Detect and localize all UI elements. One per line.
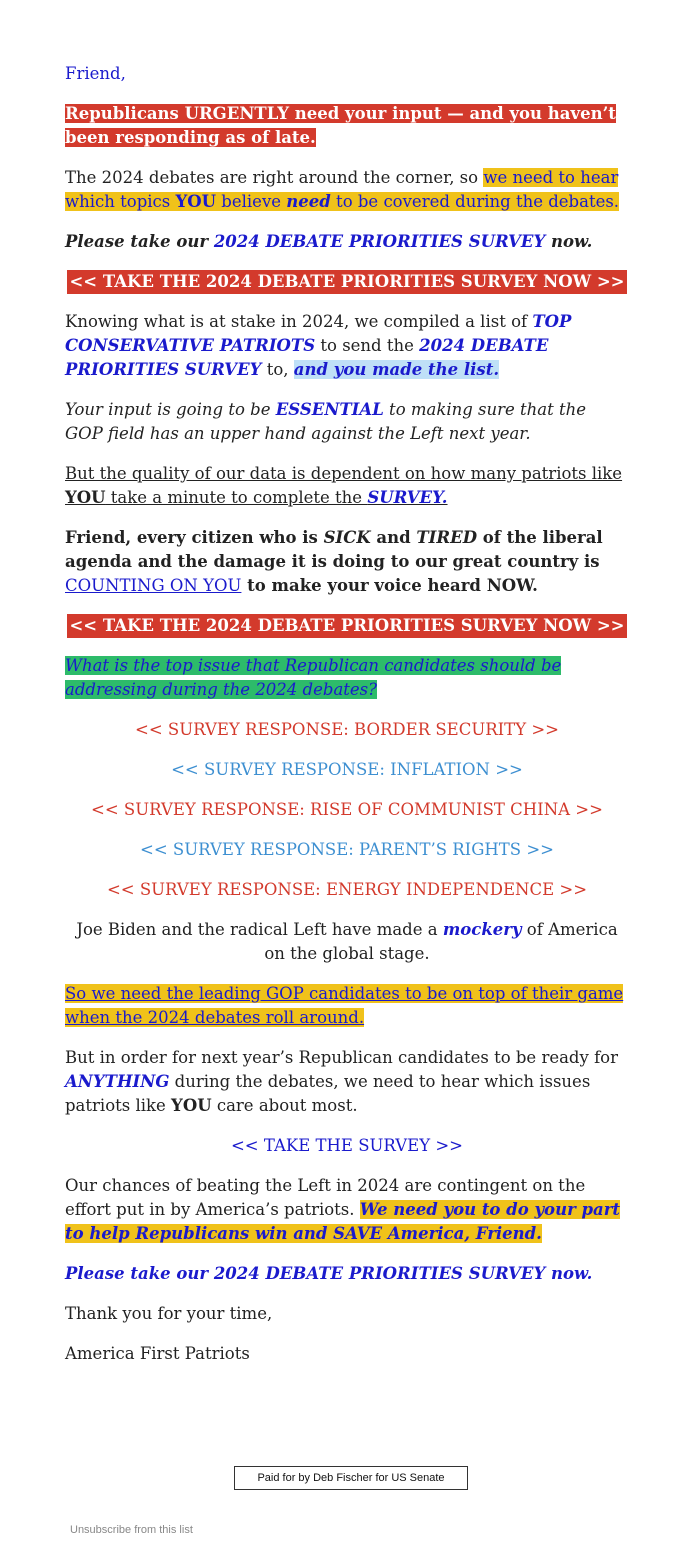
response-row-3	[65, 798, 629, 822]
paragraph-quality	[65, 462, 629, 510]
text: TIRED	[416, 528, 478, 547]
paragraph-essential	[65, 398, 629, 446]
text: to,	[261, 360, 294, 379]
survey-response-parents-rights[interactable]: << SURVEY RESPONSE: PARENT’S RIGHTS >>	[140, 840, 554, 859]
paragraph-list	[65, 310, 629, 382]
text: YOU	[65, 488, 106, 507]
survey-cta-button-1[interactable]: << TAKE THE 2024 DEBATE PRIORITIES SURVEY NOW >>	[67, 270, 626, 294]
text: But in order for next year’s Republican candidates to be ready for	[65, 1048, 618, 1067]
text: But the quality of our data is dependent on how many patriots like	[65, 464, 623, 483]
text: ANYTHING	[65, 1072, 170, 1091]
text: to making sure that the GOP field has an upper hand against the Left next year.	[65, 400, 587, 443]
text: Our chances of beating the Left in 2024 are contingent on the effort put in by America’s patriots.	[65, 1176, 586, 1219]
paragraph-take-survey	[65, 230, 629, 254]
cta-row-1	[65, 270, 629, 294]
gop-candidates-link[interactable]: So we need the leading GOP candidates to be on top of their game when the 2024 debates roll around.	[65, 984, 624, 1027]
survey-link[interactable]: SURVEY.	[367, 488, 448, 507]
text: and you made the list.	[293, 360, 500, 379]
text: now.	[545, 232, 593, 251]
text: of America on the global stage.	[264, 920, 618, 963]
greeting: Friend,	[65, 64, 126, 83]
text: Please take our	[65, 232, 214, 251]
paragraph-take-survey-final: Please take our 2024 DEBATE PRIORITIES SURVEY now.	[65, 1264, 593, 1283]
take-survey-link[interactable]: << TAKE THE SURVEY >>	[230, 1136, 463, 1155]
survey-response-inflation[interactable]: << SURVEY RESPONSE: INFLATION >>	[171, 760, 523, 779]
text: need	[286, 192, 331, 211]
response-row-2	[65, 758, 629, 782]
survey-question-text: What is the top issue that Republican candidates should be addressing during the 2024 debates?	[65, 656, 562, 699]
closing: Thank you for your time,	[65, 1304, 273, 1323]
survey-response-border-security[interactable]: << SURVEY RESPONSE: BORDER SECURITY >>	[135, 720, 559, 739]
survey-name: 2024 DEBATE PRIORITIES SURVEY	[213, 232, 546, 251]
text: We need you to do your part to help Republicans win and SAVE America, Friend.	[65, 1200, 621, 1243]
text: care about most.	[211, 1096, 358, 1115]
cta-row-3	[65, 1134, 629, 1158]
text: Your input is going to be	[65, 400, 276, 419]
text: take a minute to complete the	[105, 488, 368, 507]
paragraph-anything	[65, 1046, 629, 1118]
signature: America First Patriots	[65, 1344, 250, 1363]
text: Friend, every citizen who is	[65, 528, 324, 547]
text: ESSENTIAL	[275, 400, 384, 419]
text: believe	[216, 192, 287, 211]
text: YOU	[171, 1096, 212, 1115]
response-row-5	[65, 878, 629, 902]
paragraph-counting	[65, 526, 629, 598]
unsubscribe-link[interactable]: Unsubscribe from this list	[70, 1524, 193, 1536]
counting-on-you-link[interactable]: COUNTING ON YOU	[65, 576, 242, 595]
text: during the debates, we need to hear which issues patriots like	[65, 1072, 591, 1115]
text: of the liberal agenda and the damage it is doing to our great country is	[65, 528, 603, 571]
text: mockery	[442, 920, 522, 939]
response-row-1	[65, 718, 629, 742]
text: and	[370, 528, 417, 547]
text: to be covered during the debates.	[330, 192, 620, 211]
text: The 2024 debates are right around the corner, so	[65, 168, 484, 187]
urgent-notice	[65, 102, 629, 150]
survey-question	[65, 654, 629, 702]
text: we need to hear which topics	[65, 168, 619, 211]
text: 2024 DEBATE PRIORITIES SURVEY	[65, 336, 549, 379]
paragraph-debates	[65, 166, 629, 214]
response-row-4	[65, 838, 629, 862]
survey-cta-button-2[interactable]: << TAKE THE 2024 DEBATE PRIORITIES SURVEY NOW >>	[67, 614, 626, 638]
email-body	[65, 62, 629, 1382]
survey-response-energy[interactable]: << SURVEY RESPONSE: ENERGY INDEPENDENCE >>	[106, 880, 588, 899]
survey-response-china[interactable]: << SURVEY RESPONSE: RISE OF COMMUNIST CHINA >>	[91, 800, 603, 819]
text: to make your voice heard NOW.	[241, 576, 538, 595]
text: TOP CONSERVATIVE PATRIOTS	[65, 312, 572, 355]
text: Knowing what is at stake in 2024, we compiled a list of	[65, 312, 533, 331]
paragraph-biden	[65, 918, 629, 966]
text: Joe Biden and the radical Left have made a	[76, 920, 443, 939]
text: SICK	[323, 528, 371, 547]
paid-for-disclaimer: Paid for by Deb Fischer for US Senate	[234, 1466, 468, 1490]
text: to send the	[315, 336, 420, 355]
urgent-notice-text: Republicans URGENTLY need your input — and you haven’t been responding as of late.	[65, 104, 616, 147]
text: YOU	[175, 192, 217, 211]
cta-row-2	[65, 614, 629, 638]
paragraph-chances	[65, 1174, 629, 1246]
paragraph-gop-candidates	[65, 982, 629, 1030]
